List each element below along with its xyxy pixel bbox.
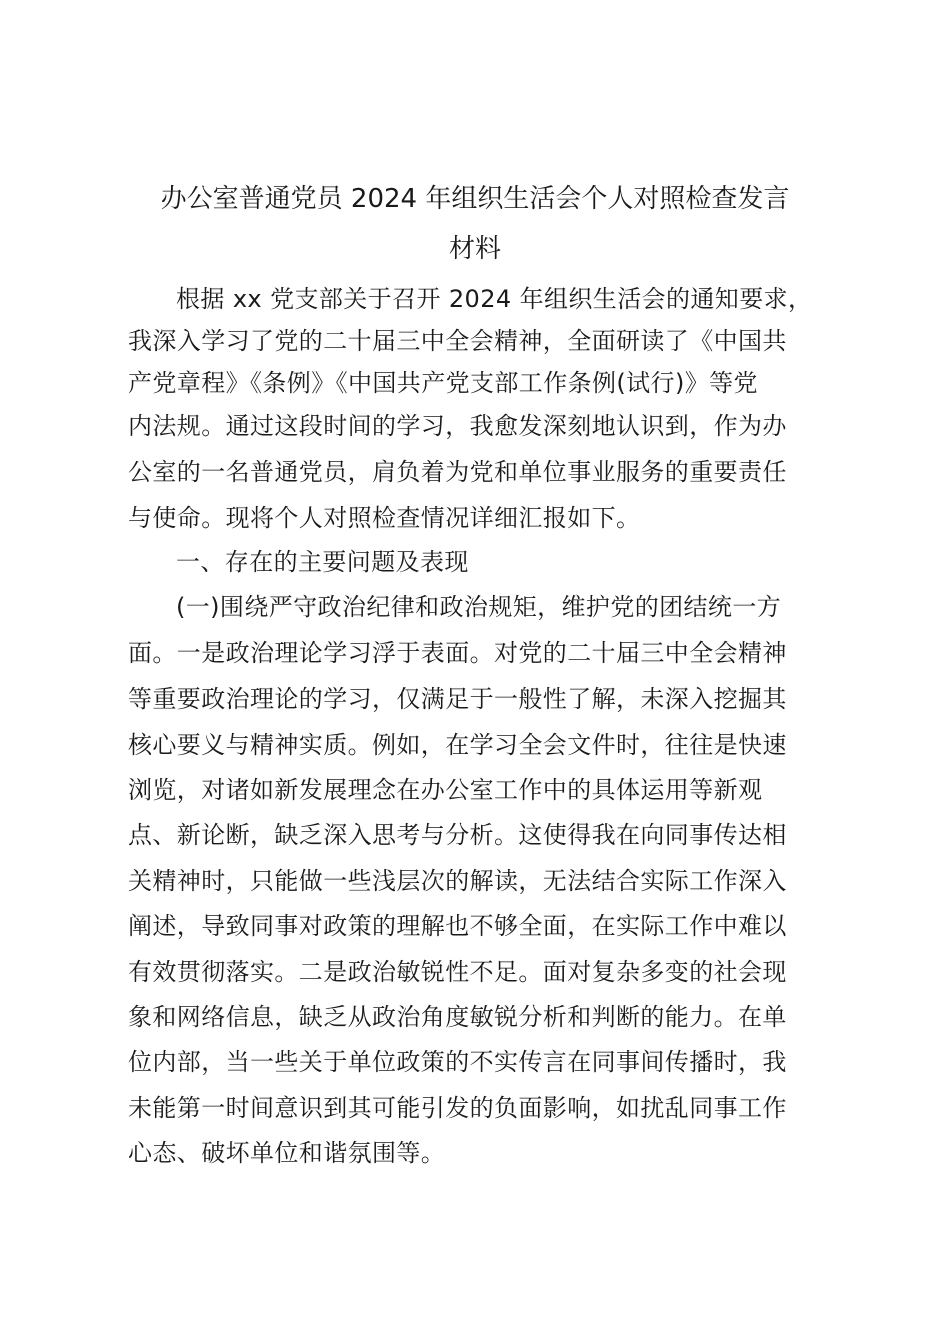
paragraph-line: 浏览，对诸如新发展理念在办公室工作中的具体运用等新观 — [128, 776, 763, 804]
paragraph-line: 象和网络信息，缺乏从政治角度敏锐分析和判断的能力。在单 — [128, 1003, 787, 1031]
document-title-line-1: 办公室普通党员 2024 年组织生活会个人对照检查发言 — [160, 184, 790, 214]
paragraph-line: 面。一是政治理论学习浮于表面。对党的二十届三中全会精神 — [128, 639, 787, 667]
paragraph-line: 关精神时，只能做一些浅层次的解读，无法结合实际工作深入 — [128, 867, 787, 895]
paragraph-line: 产党章程》《条例》《中国共产党支部工作条例(试行)》等党 — [128, 369, 758, 397]
paragraph-line: 等重要政治理论的学习，仅满足于一般性了解，未深入挖掘其 — [128, 685, 787, 713]
paragraph-line: 根据 xx 党支部关于召开 2024 年组织生活会的通知要求， — [176, 285, 813, 313]
paragraph-line: 与使命。现将个人对照检查情况详细汇报如下。 — [128, 504, 641, 532]
paragraph-line: 未能第一时间意识到其可能引发的负面影响，如扰乱同事工作 — [128, 1094, 787, 1122]
paragraph-line: 心态、破坏单位和谐氛围等。 — [128, 1139, 446, 1167]
document-title-line-2: 材料 — [448, 234, 501, 264]
paragraph-line: 点、新论断，缺乏深入思考与分析。这使得我在向同事传达相 — [128, 821, 787, 849]
paragraph-line: 有效贯彻落实。二是政治敏锐性不足。面对复杂多变的社会现 — [128, 958, 787, 986]
paragraph-line: 核心要义与精神实质。例如，在学习全会文件时，往往是快速 — [128, 731, 787, 759]
section-heading: 一、存在的主要问题及表现 — [176, 548, 469, 576]
paragraph-line: (一)围绕严守政治纪律和政治规矩，维护党的团结统一方 — [176, 593, 782, 621]
paragraph-line: 阐述，导致同事对政策的理解也不够全面，在实际工作中难以 — [128, 912, 787, 940]
paragraph-line: 公室的一名普通党员，肩负着为党和单位事业服务的重要责任 — [128, 458, 787, 486]
paragraph-line: 我深入学习了党的二十届三中全会精神，全面研读了《中国共 — [128, 327, 787, 355]
paragraph-line: 内法规。通过这段时间的学习，我愈发深刻地认识到，作为办 — [128, 412, 787, 440]
paragraph-line: 位内部，当一些关于单位政策的不实传言在同事间传播时，我 — [128, 1048, 787, 1076]
